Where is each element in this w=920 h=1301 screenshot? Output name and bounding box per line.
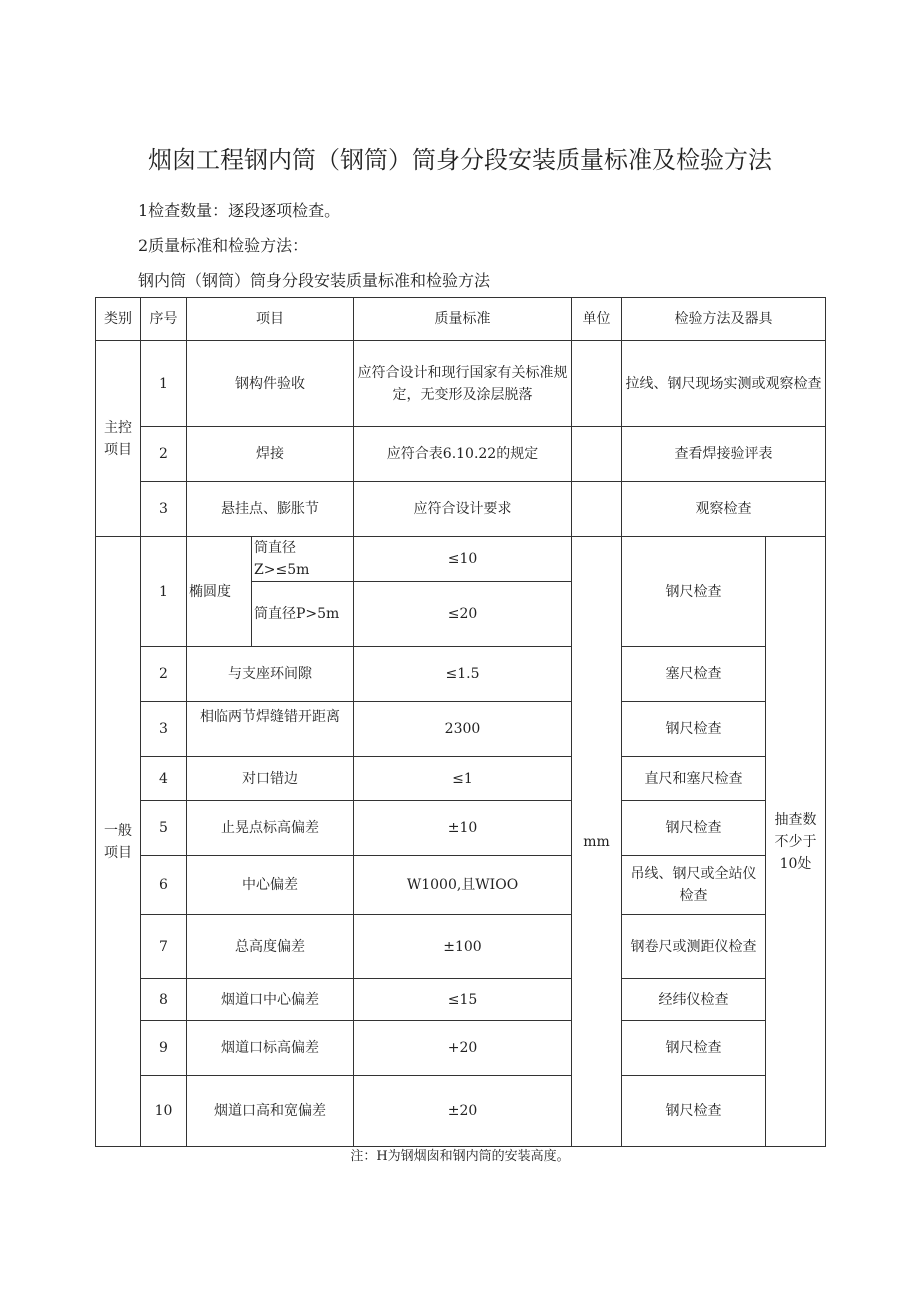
table-row (96, 801, 826, 856)
row-subitem: 筒直径Z>≤5m (252, 537, 354, 582)
table-row (96, 915, 826, 979)
table-row (96, 1021, 826, 1076)
row-no: 2 (141, 647, 187, 702)
row-no: 1 (141, 537, 187, 647)
row-standard: ±100 (354, 915, 572, 979)
category-general: 一般项目 (96, 537, 141, 1147)
row-method: 钢尺检查 (622, 537, 766, 647)
row-item: 止晃点标高偏差 (187, 801, 354, 856)
row-item: 悬挂点、膨胀节 (187, 482, 354, 537)
row-item: 相临两节焊缝错开距离 (187, 702, 354, 757)
row-no: 4 (141, 757, 187, 801)
page-title: 烟囱工程钢内筒（钢筒）筒身分段安装质量标准及检验方法 (148, 146, 772, 174)
row-standard: 2300 (354, 702, 572, 757)
row-unit (572, 482, 622, 537)
header-item: 项目 (187, 298, 354, 341)
row-method: 钢尺检查 (622, 1021, 766, 1076)
table-row (96, 856, 826, 915)
row-standard: ≤20 (354, 582, 572, 647)
row-no: 6 (141, 856, 187, 915)
footnote: 注：H为钢烟囱和钢内筒的安装高度。 (350, 1149, 570, 1164)
row-item: 烟道口中心偏差 (187, 979, 354, 1021)
row-standard: ≤1 (354, 757, 572, 801)
table-row (96, 482, 826, 537)
row-no: 10 (141, 1076, 187, 1147)
row-method: 塞尺检查 (622, 647, 766, 702)
row-method: 查看焊接验评表 (622, 427, 826, 482)
row-subitem: 筒直径P>5m (252, 582, 354, 647)
header-no: 序号 (141, 298, 187, 341)
inspection-quantity: 1检查数量：逐段逐项检查。 (138, 201, 341, 220)
row-method: 钢尺检查 (622, 702, 766, 757)
table-row (96, 427, 826, 482)
header-method: 检验方法及器具 (622, 298, 826, 341)
row-item: 中心偏差 (187, 856, 354, 915)
row-item: 焊接 (187, 427, 354, 482)
row-no: 2 (141, 427, 187, 482)
table-caption: 钢内筒（钢筒）筒身分段安装质量标准和检验方法 (138, 271, 491, 290)
row-standard: 应符合表6.10.22的规定 (354, 427, 572, 482)
header-standard: 质量标准 (354, 298, 572, 341)
header-unit: 单位 (572, 298, 622, 341)
row-no: 3 (141, 702, 187, 757)
row-item: 与支座环间隙 (187, 647, 354, 702)
row-no: 1 (141, 341, 187, 427)
row-standard: ≤1.5 (354, 647, 572, 702)
row-method: 吊线、钢尺或全站仪检查 (622, 856, 766, 915)
row-no: 9 (141, 1021, 187, 1076)
row-item: 烟道口标高偏差 (187, 1021, 354, 1076)
row-no: 8 (141, 979, 187, 1021)
header-row (96, 298, 826, 341)
row-unit (572, 341, 622, 427)
row-item: 钢构件验收 (187, 341, 354, 427)
row-standard: ±10 (354, 801, 572, 856)
row-method: 经纬仪检查 (622, 979, 766, 1021)
category-main: 主控项目 (96, 341, 141, 537)
row-no: 7 (141, 915, 187, 979)
row-no: 5 (141, 801, 187, 856)
row-standard: ≤10 (354, 537, 572, 582)
row-standard: 应符合设计和现行国家有关标准规定，无变形及涂层脱落 (354, 341, 572, 427)
table-row (96, 1076, 826, 1147)
unit-cell: mm (572, 537, 622, 1147)
quality-standard-heading: 2质量标准和检验方法： (138, 236, 309, 255)
table-row (96, 341, 826, 427)
quality-table (95, 297, 826, 1147)
row-method: 拉线、钢尺现场实测或观察检查 (622, 341, 826, 427)
header-category: 类别 (96, 298, 141, 341)
row-method: 钢尺检查 (622, 1076, 766, 1147)
row-method: 直尺和塞尺检查 (622, 757, 766, 801)
row-method: 钢卷尺或测距仪检查 (622, 915, 766, 979)
row-unit (572, 427, 622, 482)
row-item: 对口错边 (187, 757, 354, 801)
table-row (96, 979, 826, 1021)
table-row (96, 702, 826, 757)
row-method: 钢尺检查 (622, 801, 766, 856)
table-row (96, 647, 826, 702)
table-row (96, 757, 826, 801)
row-standard: ±20 (354, 1076, 572, 1147)
row-method: 观察检查 (622, 482, 826, 537)
row-no: 3 (141, 482, 187, 537)
row-standard: 应符合设计要求 (354, 482, 572, 537)
sampling-note: 抽查数不少于10处 (766, 537, 826, 1147)
row-item: 椭圆度 (187, 537, 252, 647)
row-standard: +20 (354, 1021, 572, 1076)
row-item: 总高度偏差 (187, 915, 354, 979)
table-row (96, 537, 826, 582)
row-item: 烟道口高和宽偏差 (187, 1076, 354, 1147)
row-standard: ≤15 (354, 979, 572, 1021)
row-standard: W1000,且WIOO (354, 856, 572, 915)
